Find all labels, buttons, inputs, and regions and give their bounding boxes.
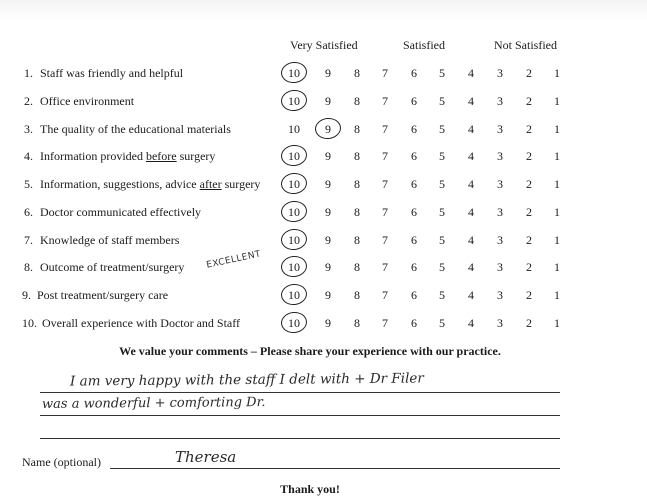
score-option: 8 — [354, 177, 360, 191]
score-option: 2 — [526, 288, 532, 302]
score-option: 8 — [354, 204, 360, 219]
score-option: 3 — [497, 232, 503, 247]
header-satisfied: Satisfied — [403, 38, 445, 52]
question-row — [0, 177, 647, 197]
question-row — [0, 260, 647, 280]
score-option: 3 — [497, 288, 503, 302]
score-option: 8 — [354, 232, 360, 247]
question-text — [40, 233, 179, 248]
question-text — [40, 122, 231, 137]
score-option: 5 — [439, 93, 445, 108]
question-text-part: Staff was friendly and helpful — [40, 66, 184, 80]
score-option: 4 — [468, 66, 474, 80]
question-number: 5. — [24, 177, 33, 191]
score-option: 8 — [354, 121, 360, 136]
question-text-part: surgery — [221, 177, 261, 191]
score-option: 3 — [497, 204, 503, 219]
score-option: 7 — [382, 232, 388, 247]
score-option: 4 — [468, 177, 474, 191]
score-option: 7 — [382, 149, 388, 164]
question-number: 3. — [24, 121, 33, 136]
score-option: 3 — [497, 315, 503, 330]
score-option: 4 — [468, 260, 474, 275]
question-text — [40, 94, 134, 109]
score-option: 5 — [439, 232, 445, 247]
score-option: 9 — [325, 66, 331, 80]
question-number: 6. — [24, 204, 33, 219]
score-option: 3 — [497, 93, 503, 108]
question-row — [0, 94, 647, 114]
question-text-part: Information provided — [40, 149, 146, 164]
score-option: 4 — [468, 232, 474, 247]
score-option: 5 — [439, 260, 445, 275]
score-option: 1 — [554, 66, 560, 80]
score-option: 1 — [554, 288, 560, 302]
score-option: 10 — [288, 149, 300, 164]
score-option: 2 — [526, 93, 532, 108]
score-option: 10 — [288, 204, 300, 219]
question-number: 1. — [24, 66, 33, 80]
question-number: 4. — [24, 149, 33, 164]
question-text — [37, 288, 168, 303]
score-option: 1 — [554, 260, 560, 275]
score-option: 9 — [325, 288, 331, 302]
score-option: 10 — [288, 66, 300, 80]
score-option: 5 — [439, 315, 445, 330]
score-option: 10 — [288, 260, 300, 275]
question-number: 9. — [22, 288, 31, 302]
score-option: 2 — [526, 204, 532, 219]
score-option: 6 — [411, 288, 417, 302]
score-option: 7 — [382, 204, 388, 219]
score-option: 1 — [554, 93, 560, 108]
score-option: 9 — [325, 260, 331, 275]
score-option: 3 — [497, 177, 503, 191]
score-option: 4 — [468, 93, 474, 108]
score-option: 1 — [554, 149, 560, 164]
question-text — [42, 316, 240, 331]
score-option: 7 — [382, 121, 388, 136]
score-option: 7 — [382, 260, 388, 275]
name-value: Theresa — [175, 448, 237, 466]
score-option: 2 — [526, 260, 532, 275]
question-text-part: Overall experience with Doctor and Staff — [42, 315, 241, 330]
question-number: 8. — [24, 260, 33, 275]
score-option: 9 — [325, 315, 331, 330]
score-option: 1 — [554, 177, 560, 191]
score-option: 4 — [468, 288, 474, 302]
score-option: 6 — [411, 260, 417, 275]
thank-you: Thank you! — [280, 482, 340, 496]
header-very-satisfied: Very Satisfied — [290, 38, 358, 52]
score-option: 6 — [411, 93, 417, 108]
question-text-underlined: after — [199, 177, 222, 191]
score-option: 5 — [439, 66, 445, 80]
comments-prompt: We value your comments – Please share your experience with our practice. — [119, 344, 501, 358]
score-option: 10 — [288, 288, 300, 302]
score-option: 7 — [382, 315, 388, 330]
question-row — [0, 149, 647, 169]
score-option: 8 — [354, 93, 360, 108]
question-text-underlined: before — [145, 149, 177, 164]
score-option: 6 — [411, 232, 417, 247]
score-option: 2 — [526, 121, 532, 136]
comment-line — [40, 392, 560, 393]
score-option: 6 — [411, 66, 417, 80]
score-option: 5 — [439, 204, 445, 219]
question-text-part: Doctor communicated effectively — [40, 204, 202, 219]
question-row — [0, 233, 647, 253]
score-option: 7 — [382, 93, 388, 108]
score-option: 5 — [439, 177, 445, 191]
score-option: 8 — [354, 66, 360, 80]
question-row — [0, 316, 647, 336]
score-option: 1 — [554, 315, 560, 330]
question-text — [40, 205, 201, 220]
score-option: 3 — [497, 121, 503, 136]
question-row — [0, 122, 647, 142]
score-option: 6 — [411, 121, 417, 136]
score-option: 8 — [354, 260, 360, 275]
header-not-satisfied: Not Satisfied — [494, 38, 557, 52]
question-text-part: surgery — [176, 149, 216, 164]
score-option: 9 — [325, 204, 331, 219]
name-line — [110, 468, 560, 469]
name-label: Name (optional) — [22, 455, 101, 469]
score-option: 10 — [288, 121, 300, 136]
score-option: 4 — [468, 149, 474, 164]
score-option: 1 — [554, 121, 560, 136]
question-number: 2. — [24, 93, 33, 108]
score-option: 8 — [354, 288, 360, 302]
question-text-part: Post treatment/surgery care — [37, 288, 169, 302]
score-option: 6 — [411, 315, 417, 330]
question-text — [40, 149, 215, 164]
score-option: 4 — [468, 315, 474, 330]
question-row — [0, 66, 647, 86]
handwritten-annotation: EXCELLENT — [205, 249, 263, 271]
question-row — [0, 288, 647, 308]
comment-text-line-1: I am very happy with the staff I delt with + Dr Filer — [69, 370, 424, 390]
score-option: 10 — [288, 93, 300, 108]
score-option: 4 — [468, 204, 474, 219]
score-option: 9 — [325, 232, 331, 247]
score-option: 9 — [325, 121, 331, 136]
score-option: 8 — [354, 149, 360, 164]
scan-artifact — [0, 0, 647, 22]
question-text-part: Outcome of treatment/surgery — [40, 260, 185, 275]
score-option: 8 — [354, 315, 360, 330]
score-option: 6 — [411, 204, 417, 219]
score-option: 3 — [497, 260, 503, 275]
score-option: 2 — [526, 232, 532, 247]
score-option: 5 — [439, 121, 445, 136]
score-option: 10 — [288, 177, 300, 191]
score-option: 3 — [497, 149, 503, 164]
question-number: 7. — [24, 232, 33, 247]
question-text-part: Knowledge of staff members — [40, 232, 180, 247]
score-option: 9 — [325, 149, 331, 164]
score-option: 3 — [497, 66, 503, 80]
score-option: 2 — [526, 315, 532, 330]
comment-text-line-2: was a wonderful + comforting Dr. — [41, 395, 266, 412]
score-option: 9 — [325, 177, 331, 191]
score-option: 5 — [439, 149, 445, 164]
question-row — [0, 205, 647, 225]
score-option: 7 — [382, 66, 388, 80]
score-option: 10 — [288, 315, 300, 330]
question-text — [40, 260, 184, 275]
score-option: 1 — [554, 204, 560, 219]
score-option: 7 — [382, 288, 388, 302]
score-option: 6 — [411, 177, 417, 191]
question-text — [40, 177, 260, 192]
question-text-part: The quality of the educational materials — [40, 121, 231, 136]
score-option: 7 — [382, 177, 388, 191]
comment-line — [40, 415, 560, 416]
question-text — [40, 66, 183, 81]
score-option: 5 — [439, 288, 445, 302]
question-text-part: Information, suggestions, advice — [40, 177, 200, 191]
score-option: 4 — [468, 121, 474, 136]
score-option: 10 — [288, 232, 300, 247]
question-text-part: Office environment — [40, 93, 135, 108]
score-option: 2 — [526, 66, 532, 80]
score-option: 1 — [554, 232, 560, 247]
score-option: 6 — [411, 149, 417, 164]
score-option: 2 — [526, 149, 532, 164]
comment-line — [40, 438, 560, 439]
score-option: 2 — [526, 177, 532, 191]
score-option: 9 — [325, 93, 331, 108]
question-number: 10. — [22, 315, 37, 330]
